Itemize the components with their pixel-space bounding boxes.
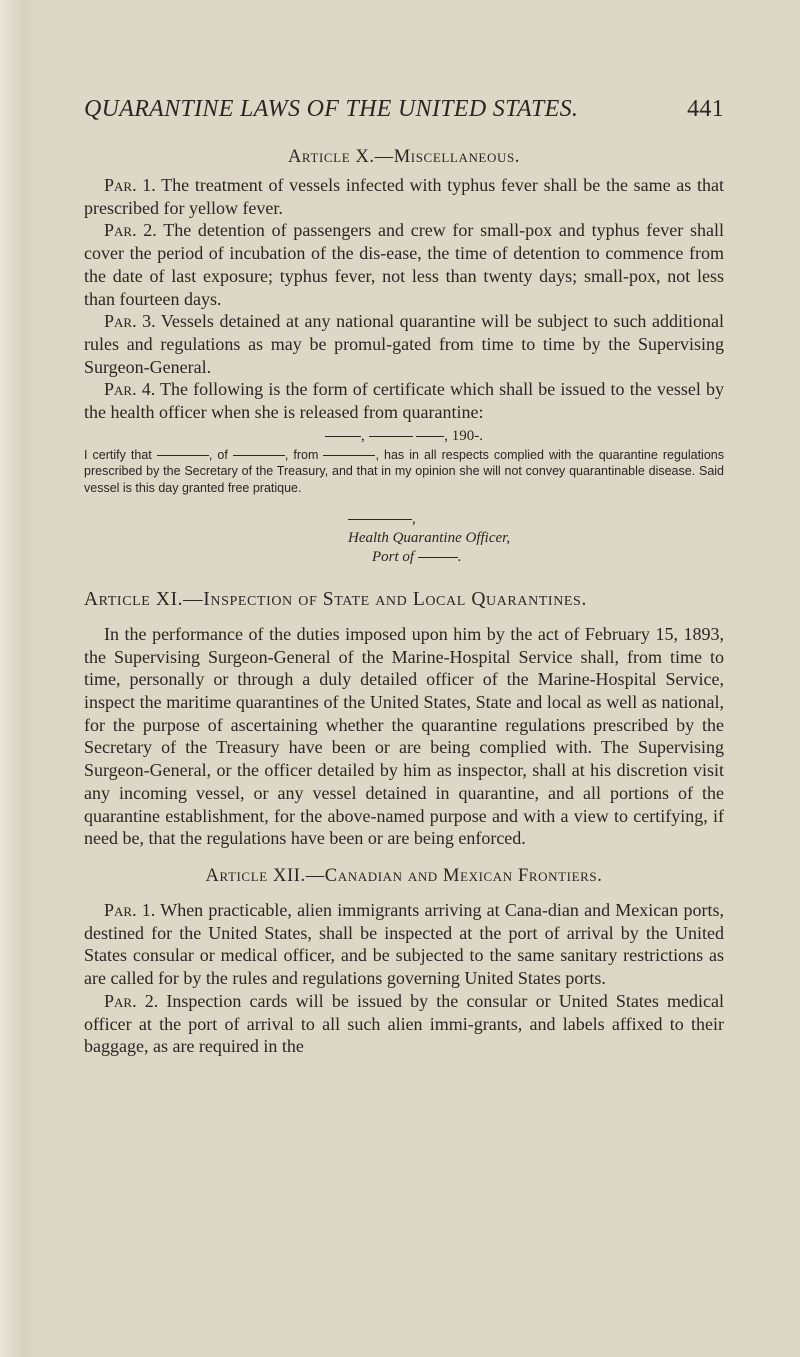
running-head [84,96,724,123]
article-x-par-1 [84,174,724,219]
par-label: Par. 3. [104,311,156,332]
par-text: Inspection cards will be issued by the consular or United States medical officer at the port of arrival to all such alien immi-grants, and labels affixed to their baggage, as are required in the [84,990,725,1057]
article-xii-par-2 [84,990,724,1058]
par-label: Par. 1. [104,175,156,195]
blank-line [323,455,375,456]
certificate-year: 190-. [451,427,483,444]
par-label: Par. 4. [104,379,156,400]
blank-line [416,436,444,437]
blank-line [233,455,285,456]
article-x-par-4 [84,378,724,423]
article-x-par-3 [84,310,724,378]
article-xii-par-1 [84,899,724,990]
certificate-signature: , Health Quarantine Officer, Port of . [348,510,724,567]
cert-text: , from [284,447,319,462]
certificate-date-line: , , 190-. [84,428,724,445]
certificate-body [84,447,724,496]
blank-line [418,557,458,558]
cert-text: I certify that [84,447,152,462]
par-label: Par. 1. [104,899,156,920]
par-label: Par. 2. [104,990,159,1011]
article-xi-title: Article XI.—Inspection of State and Local Quarantines. [84,588,587,610]
page-number: 441 [687,96,724,122]
running-head-title: QUARANTINE LAWS OF THE UNITED STATES. [84,96,579,122]
par-text: Vessels detained at any national quarantine will be subject to such additional rules and regulations as may be promul-gated from time to time by the Supervising Surgeon-General. [84,311,724,377]
article-x-par-2 [84,219,724,310]
cert-text: , has in all respects complied with the quarantine regulations prescribed by the Secretary of the Treasury, and that in my opinion she will not convey quarantinable disease. Said vessel is this day granted free pratique. [84,447,724,495]
par-text: The treatment of vessels infected with typhus fever shall be the same as that prescribed for yellow fever. [84,175,724,218]
signature-title: Health Quarantine Officer, [348,529,511,546]
cert-text: , of [208,447,228,462]
blank-line [157,455,209,456]
par-text: The following is the form of certificate which shall be issued to the vessel by the health officer when she is released from quarantine: [84,379,724,423]
signature-blank [348,519,412,520]
blank-line [325,436,361,437]
par-text: The detention of passengers and crew for small-pox and typhus fever shall cover the period of incubation of the dis-ease, the time of detention to commence from the date of last exposure; typhus fever, not less than twenty days; small-pox, not less than fourteen days. [84,220,724,309]
par-text: When practicable, alien immigrants arriving at Cana-dian and Mexican ports, destined for the United States, shall be inspected at the port of arrival by the United States consular or medical officer, and be subjected to the same sanitary restrictions as are called for by the rules and regulations governing United States ports. [84,899,724,989]
article-x-title: Article X.—Miscellaneous. [287,147,521,167]
blank-line [369,436,413,437]
certificate-form [84,428,724,567]
article-xi-text: In the performance of the duties imposed upon him by the act of February 15, 1893, the Supervising Surgeon-General of the Marine-Hospital Service shall, from time to time, personally or through a duly detailed officer of the Marine-Hospital Service, inspect the maritime quarantines of the United States, State and local as well as national, for the purpose of ascertaining whether the quarantine regulations prescribed by the Secretary of the Treasury have been or are being complied with. The Supervising Surgeon-General, or the officer detailed by him as inspector, shall at his discretion visit any incoming vessel, or any vessel detained in quarantine, and all portions of the quarantine establishment, for the above-named purpose and with a view to certifying, if need be, that the regulations have been or are being enforced. [84,623,724,849]
article-xii-title: Article XII.—Canadian and Mexican Frontiers. [205,865,603,886]
book-page [84,96,724,1058]
par-label: Par. 2. [104,220,157,241]
port-label: Port of [372,548,415,565]
page-edge-shadow [0,0,34,1357]
